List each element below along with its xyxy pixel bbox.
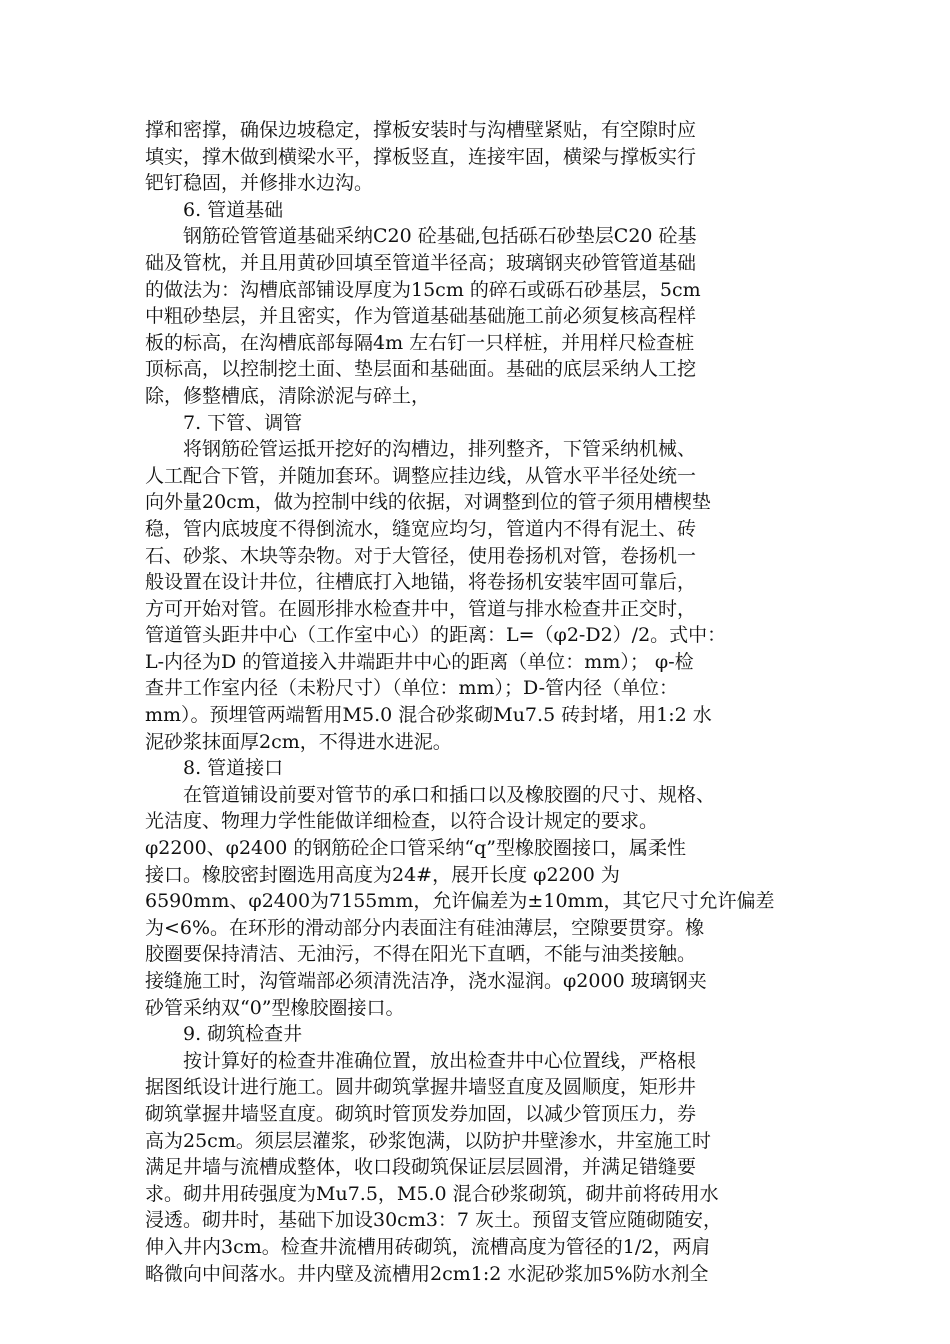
text-line: 础及管枕，并且用黄砂回填至管道半径高；玻璃钢夹砂管管道基础 bbox=[145, 251, 697, 274]
text-line: 钢筋砼管管道基础采纳C20 砼基础,包括砾石砂垫层C20 砼基 bbox=[183, 225, 697, 248]
text-line: 查井工作室内径（未粉尺寸）（单位：mm）；D-管内径（单位： bbox=[145, 677, 679, 700]
text-line: 方可开始对管。在圆形排水检查井中，管道与排水检查井正交时， bbox=[145, 597, 697, 620]
text-line: φ2200、φ2400 的钢筋砼企口管采纳“q”型橡胶圈接口，属柔性 bbox=[145, 837, 686, 860]
text-line: 的做法为：沟槽底部铺设厚度为15cm 的碎石或砾石砂基层，5cm bbox=[145, 278, 701, 301]
section-heading: 7. 下管、调管 bbox=[183, 411, 303, 434]
text-line: 将钢筋砼管运抵开挖好的沟槽边，排列整齐，下管采纳机械、 bbox=[183, 438, 697, 461]
text-line: 接口。橡胶密封圈选用高度为24#，展开长度 φ2200 为 bbox=[145, 863, 620, 886]
text-line: mm）。预埋管两端暂用M5.0 混合砂浆砌Mu7.5 砖封堵，用1:2 水 bbox=[145, 704, 712, 727]
section-heading: 8. 管道接口 bbox=[183, 757, 284, 780]
text-line: 砂管采纳双“0”型橡胶圈接口。 bbox=[145, 996, 405, 1019]
text-line: 管道管头距井中心（工作室中心）的距离：L=（φ2-D2）/2。式中： bbox=[145, 624, 727, 647]
text-line: 满足井墙与流槽成整体，收口段砌筑保证层层圆滑，并满足错缝要 bbox=[145, 1156, 697, 1179]
text-line: 除，修整槽底，清除淤泥与碎土， bbox=[145, 384, 431, 407]
text-line: 稳，管内底坡度不得倒流水，缝宽应均匀，管道内不得有泥土、砖 bbox=[145, 517, 697, 540]
text-line: 为<6%。在环形的滑动部分内表面注有硅油薄层，空隙要贯穿。橡 bbox=[145, 916, 705, 939]
text-line: 求。砌井用砖强度为Mu7.5，M5.0 混合砂浆砌筑，砌井前将砖用水 bbox=[145, 1182, 719, 1205]
text-line: 伸入井内3cm。检查井流槽用砖砌筑，流槽高度为管径的1/2，两肩 bbox=[145, 1235, 711, 1258]
text-line: 胶圈要保持清洁、无油污，不得在阳光下直晒，不能与油类接触。 bbox=[145, 943, 697, 966]
text-line: 中粗砂垫层，并且密实，作为管道基础基础施工前必须复核高程样 bbox=[145, 305, 697, 328]
text-line: 泥砂浆抹面厚2cm，不得进水进泥。 bbox=[145, 730, 452, 753]
text-line: 顶标高，以控制挖土面、垫层面和基础面。基础的底层采纳人工挖 bbox=[145, 358, 697, 381]
text-line: 按计算好的检查井准确位置，放出检查井中心位置线，严格根 bbox=[183, 1049, 697, 1072]
section-heading: 6. 管道基础 bbox=[183, 198, 284, 221]
text-line: 据图纸设计进行施工。圆井砌筑掌握井墙竖直度及圆顺度，矩形井 bbox=[145, 1076, 697, 1099]
section-heading: 9. 砌筑检查井 bbox=[183, 1023, 303, 1046]
text-line: 光洁度、物理力学性能做详细检查，以符合设计规定的要求。 bbox=[145, 810, 659, 833]
text-line: 般设置在设计井位，往槽底打入地锚，将卷扬机安装牢固可靠后， bbox=[145, 571, 697, 594]
text-line: 在管道铺设前要对管节的承口和插口以及橡胶圈的尺寸、规格、 bbox=[183, 783, 716, 806]
text-line: 填实，撑木做到横梁水平，撑板竖直，连接牢固，横梁与撑板实行 bbox=[145, 145, 697, 168]
text-line: 向外量20cm，做为控制中线的依据，对调整到位的管子须用槽楔垫 bbox=[145, 491, 711, 514]
text-line: 高为25cm。须层层灌浆，砂浆饱满，以防护井壁渗水，井室施工时 bbox=[145, 1129, 711, 1152]
text-line: 人工配合下管，并随加套环。调整应挂边线，从管水平半径处统一 bbox=[145, 464, 697, 487]
text-line: L-内径为D 的管道接入井端距井中心的距离（单位：mm）； φ-检 bbox=[145, 650, 694, 673]
text-line: 略微向中间落水。井内壁及流槽用2cm1:2 水泥砂浆加5%防水剂全 bbox=[145, 1262, 709, 1285]
text-line: 板的标高，在沟槽底部每隔4m 左右钉一只样桩，并用样尺检查桩 bbox=[145, 331, 695, 354]
document-body bbox=[145, 117, 810, 1287]
text-line: 砌筑掌握井墙竖直度。砌筑时管顶发券加固，以减少管顶压力，券 bbox=[145, 1102, 697, 1125]
text-line: 钯钉稳固，并修排水边沟。 bbox=[145, 172, 374, 195]
text-line: 接缝施工时，沟管端部必须清洗洁净，浇水湿润。φ2000 玻璃钢夹 bbox=[145, 970, 707, 992]
text-line: 石、砂浆、木块等杂物。对于大管径，使用卷扬机对管，卷扬机一 bbox=[145, 544, 697, 567]
text-line: 6590mm、φ2400为7155mm，允许偏差为±10mm，其它尺寸允许偏差 bbox=[145, 890, 775, 913]
text-line: 浸透。砌井时，基础下加设30cm3：7 灰土。预留支管应随砌随安， bbox=[145, 1209, 723, 1232]
text-line: 撑和密撑，确保边坡稳定，撑板安装时与沟槽壁紧贴，有空隙时应 bbox=[145, 119, 697, 141]
